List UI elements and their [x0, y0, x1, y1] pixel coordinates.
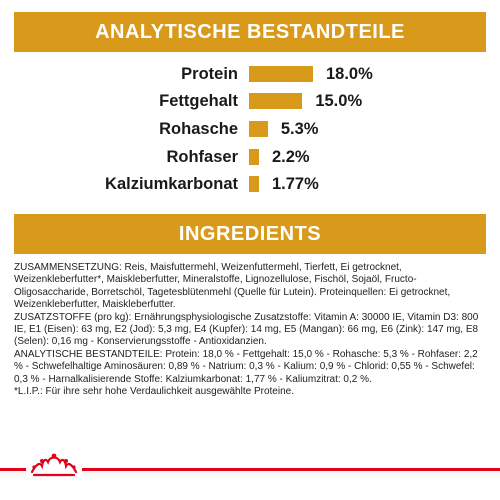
analytic-row-label: Kalziumkarbonat	[105, 175, 238, 193]
analytic-section-banner	[14, 12, 486, 52]
analytic-section-title: ANALYTISCHE BESTANDTEILE	[95, 20, 405, 43]
analytic-row-bar	[249, 149, 259, 165]
ingredients-section-banner	[14, 214, 486, 254]
analytic-row-value: 18.0%	[326, 65, 373, 83]
analytic-row-label: Fettgehalt	[159, 92, 238, 110]
analytic-row-kalziumkarbonat	[0, 172, 500, 196]
analytic-row-value: 5.3%	[280, 120, 319, 138]
analytic-row-value: 15.0%	[315, 92, 363, 110]
ingredients-paragraph-analytic: ANALYTISCHE BESTANDTEILE: Protein: 18,0 % - Fettgehalt: 15,0 % - Rohasche: 5,3 % - Rohfaser: 2,2 % - Schwefelhaltige Aminosäuren: 0,89 % - Natrium: 0,3 % - Kalium: 0,9 % - Chlorid: 0,55 % - Schwefel: 0,3 % - Harnalkalisierende Stoffe: Kalziumkarbonat: 1,77 % - Kaliumzitrat: 0,2 %.	[14, 348, 478, 385]
analytic-row-value: 2.2%	[272, 148, 310, 166]
ingredients-paragraph-additives: ZUSATZSTOFFE (pro kg): Ernährungsphysiologische Zusatzstoffe: Vitamin A: 30000 IE, Vitamin D3: 800 IE, E1 (Eisen): 63 mg, E2 (Jod): 5,3 mg, E4 (Kupfer): 14 mg, E5 (Mangan): 66 mg, E6 (Zink): 147 mg, E8 (Selen): 0,16 mg - Konservierungsstoffe - Antioxidanzien.	[14, 311, 479, 348]
analytic-row-label: Rohasche	[159, 120, 238, 138]
ingredients-section-title: INGREDIENTS	[178, 222, 322, 245]
analytic-row-fettgehalt	[0, 89, 500, 113]
analytic-row-value: 1.77%	[272, 175, 319, 193]
analytic-row-rohasche	[0, 117, 500, 141]
ingredients-paragraph-footnote: *L.I.P.: Für ihre sehr hohe Verdaulichkeit ausgewählte Proteine.	[14, 386, 294, 398]
analytic-row-bar	[249, 121, 268, 137]
ingredients-text-block	[14, 262, 488, 398]
crown-logo-icon	[26, 450, 82, 478]
analytic-row-label: Protein	[181, 65, 238, 83]
analytic-row-rohfaser	[0, 145, 500, 169]
analytic-row-protein	[0, 62, 500, 86]
analytic-row-bar	[249, 66, 313, 82]
analytic-row-label: Rohfaser	[166, 148, 238, 166]
analytic-row-bar	[249, 176, 259, 192]
analytic-row-bar	[249, 93, 302, 109]
ingredients-paragraph-composition: ZUSAMMENSETZUNG: Reis, Maisfuttermehl, Weizenfuttermehl, Tierfett, Ei getrocknet, Weizenkleberfutter*, Maiskleberfutter, Mineralstoffe, Lignozellulose, Fischöl, Sojaöl, Fructo-Oligosaccharide, Borretschöl, Tagetesblütenmehl (Quelle für Lutein). Proteinquellen: Ei getrocknet, Weizenkleberfutter, Maiskleberfutter.	[14, 262, 451, 311]
